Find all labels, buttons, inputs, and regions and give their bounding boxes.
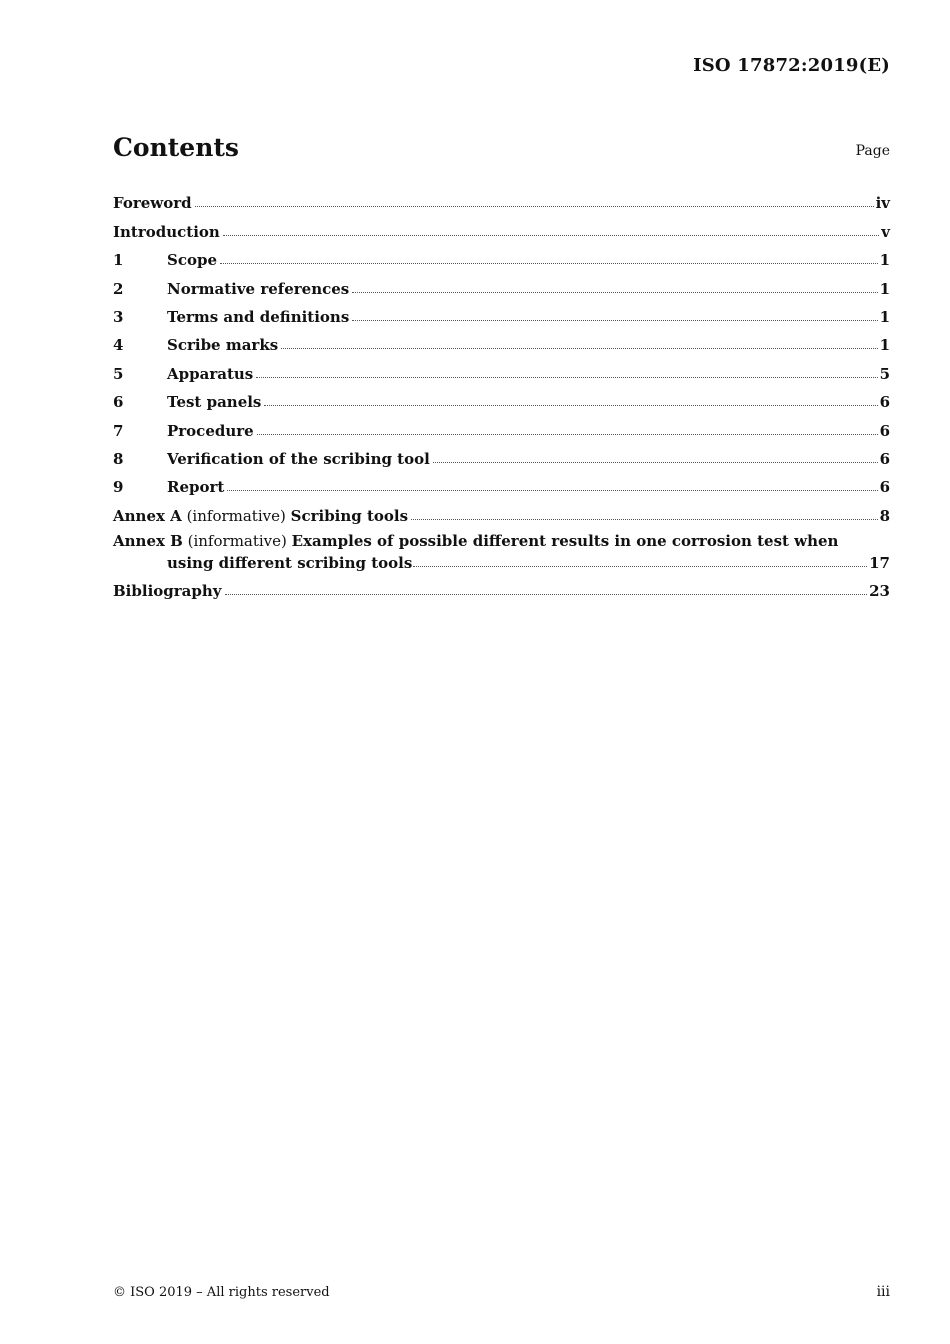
dot-leader xyxy=(413,566,867,567)
toc-entry-number: 8 xyxy=(113,449,124,468)
toc-entry-number: 7 xyxy=(113,421,124,440)
toc-entry-title: Scribe marks xyxy=(167,336,279,355)
toc-entry-annex-b[interactable] xyxy=(113,532,890,572)
toc-entry-foreword[interactable] xyxy=(113,184,890,212)
toc-entry-bibliography[interactable] xyxy=(113,572,890,600)
page-number: iii xyxy=(876,1284,890,1300)
toc-entry-title: Apparatus xyxy=(167,364,254,383)
toc-entry-page: 5 xyxy=(879,364,890,383)
dot-leader xyxy=(220,263,878,264)
dot-leader xyxy=(223,235,879,236)
dot-leader xyxy=(257,434,878,435)
toc-entry-page: 6 xyxy=(879,478,890,497)
toc-entry-test-panels[interactable] xyxy=(113,383,890,411)
toc-entry-page: 1 xyxy=(879,251,890,270)
dot-leader xyxy=(352,320,877,321)
toc-entry-page: 8 xyxy=(879,506,890,525)
toc-entry-page: 6 xyxy=(879,421,890,440)
toc-entry-title: Report xyxy=(167,478,225,497)
toc-entry-title: Procedure xyxy=(167,421,254,440)
toc-entry-page: 1 xyxy=(879,279,890,298)
toc-entry-title: Verification of the scribing tool xyxy=(167,449,430,468)
toc-entry-scribe-marks[interactable] xyxy=(113,326,890,354)
toc-entry-number: 3 xyxy=(113,307,124,326)
toc-entry-terms-and-definitions[interactable] xyxy=(113,298,890,326)
toc-entry-page: 17 xyxy=(869,553,890,572)
annex-label: Annex B xyxy=(113,531,183,550)
toc-entry-title: Scribing tools xyxy=(290,506,409,525)
toc-entry-number: 9 xyxy=(113,478,124,497)
toc-entry-number: 1 xyxy=(113,251,124,270)
toc-entry-title: Normative references xyxy=(167,279,350,298)
toc-entry-title: Introduction xyxy=(113,222,220,241)
document-id: ISO 17872:2019(E) xyxy=(693,55,890,76)
dot-leader xyxy=(227,490,877,491)
dot-leader xyxy=(264,405,877,406)
toc-entry-report[interactable] xyxy=(113,468,890,496)
toc-entry-verification[interactable] xyxy=(113,440,890,468)
toc-entry-procedure[interactable] xyxy=(113,411,890,439)
annex-qualifier: (informative) xyxy=(186,506,286,525)
table-of-contents xyxy=(113,184,890,600)
toc-entry-title: Scope xyxy=(167,251,218,270)
toc-entry-scope[interactable] xyxy=(113,241,890,269)
dot-leader xyxy=(281,348,877,349)
toc-entry-page: 6 xyxy=(879,393,890,412)
dot-leader xyxy=(411,519,877,520)
dot-leader xyxy=(195,206,874,207)
toc-entry-normative-references[interactable] xyxy=(113,269,890,297)
toc-entry-page: v xyxy=(881,222,890,241)
contents-heading: Contents xyxy=(113,133,240,162)
toc-entry-title: Bibliography xyxy=(113,582,222,601)
toc-entry-number: 4 xyxy=(113,336,124,355)
toc-entry-page: 1 xyxy=(879,336,890,355)
toc-entry-page: 23 xyxy=(869,582,890,601)
toc-entry-number: 2 xyxy=(113,279,124,298)
toc-entry-number: 6 xyxy=(113,393,124,412)
page-column-label: Page xyxy=(855,143,890,159)
toc-entry-page: 1 xyxy=(879,307,890,326)
dot-leader xyxy=(352,292,877,293)
toc-entry-title: Foreword xyxy=(113,194,192,213)
toc-entry-annex-a[interactable] xyxy=(113,496,890,524)
toc-entry-title: Terms and definitions xyxy=(167,307,350,326)
dot-leader xyxy=(256,377,877,378)
annex-label: Annex A xyxy=(113,506,182,525)
toc-entry-page: iv xyxy=(875,194,890,213)
toc-entry-introduction[interactable] xyxy=(113,212,890,240)
dot-leader xyxy=(433,462,878,463)
toc-entry-title: Test panels xyxy=(167,393,262,412)
toc-entry-number: 5 xyxy=(113,364,124,383)
toc-entry-apparatus[interactable] xyxy=(113,354,890,382)
toc-entry-title-line1: Examples of possible different results in one corrosion test when xyxy=(291,531,839,550)
dot-leader xyxy=(225,594,868,595)
annex-qualifier: (informative) xyxy=(187,531,287,550)
toc-entry-title-line2: using different scribing tools xyxy=(167,553,413,572)
toc-entry-page: 6 xyxy=(879,449,890,468)
copyright-notice: © ISO 2019 – All rights reserved xyxy=(113,1285,330,1300)
